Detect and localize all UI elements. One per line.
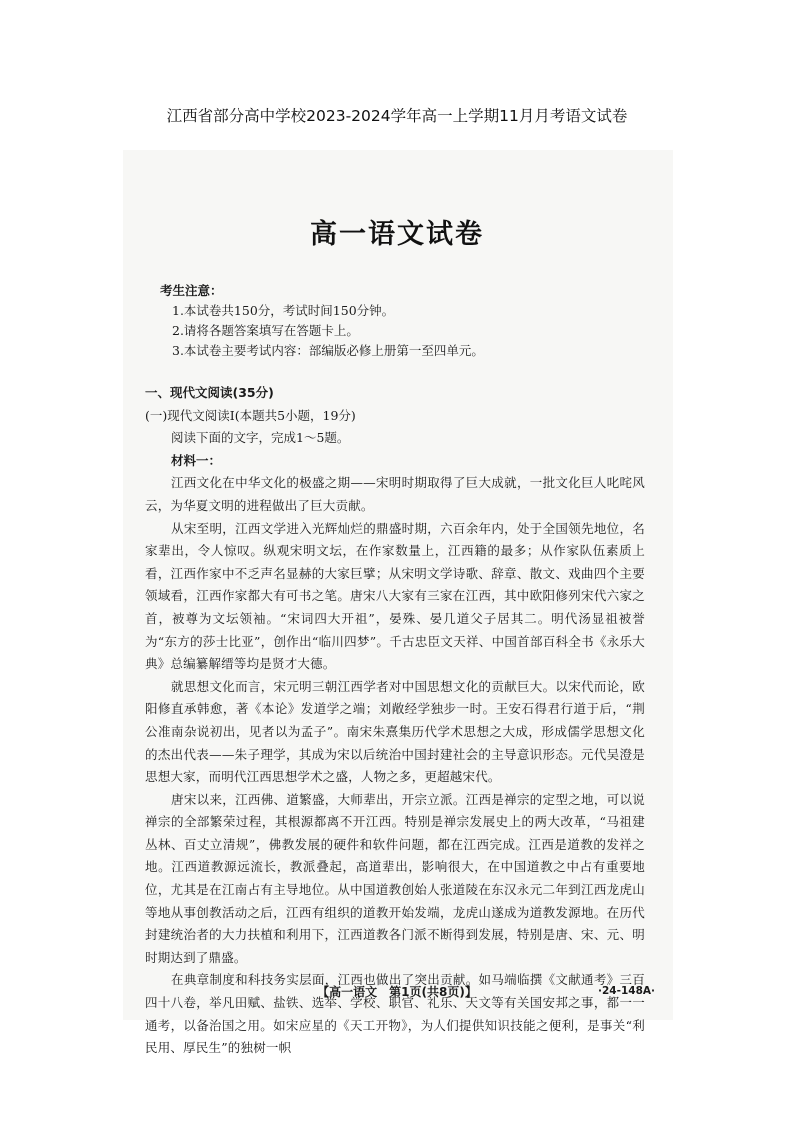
paragraph: 就思想文化而言，宋元明三朝江西学者对中国思想文化的贡献巨大。以宋代而论，欧阳修直承韩愈，著《本论》发道学之端；刘敞经学独步一时。王安石得君行道于后，“荆公准南杂说初出，见者以为孟子”。南宋朱熹集历代学术思想之大成，形成儒学思想文化的杰出代表——朱子理学，其成为宋以后统治中国封建社会的主导意识形态。元代吴澄是思想大家，而明代江西思想学术之盛，人物之多，更超越宋代。 — [145, 678, 645, 785]
notice-heading: 考生注意： — [160, 283, 223, 298]
instruction-text: 阅读下面的文字，完成1～5题。 — [171, 430, 350, 446]
exam-body — [145, 382, 645, 1060]
notice-item: 2.请将各题答案填写在答题卡上。 — [172, 323, 359, 338]
exam-title: 高一语文试卷 — [310, 219, 484, 250]
paragraph: 唐宋以来，江西佛、道繁盛，大师辈出，开宗立派。江西是禅宗的定型之地，可以说禅宗的全部繁荣过程，其根源都离不开江西。特别是禅宗发展史上的两大改革，“马祖建丛林、百丈立清规”，佛教发展的硬件和软件问题，都在江西完成。江西是道教的发祥之地。江西道教源远流长，教派叠起，高道辈出，影响很大，在中国道教之中占有重要地位，尤其是在江南占有主导地位。从中国道教创始人张道陵在东汉永元二年到江西龙虎山等地从事创教活动之后，江西有组织的道教开始发端，龙虎山遂成为道教发源地。在历代封建统治者的大力扶植和利用下，江西道教各门派不断得到发展，特别是唐、宋、元、明时期达到了鼎盛。 — [145, 791, 645, 965]
candidate-notice — [160, 281, 484, 361]
page-footer: 【高一语文 第1页(共8页)】 — [317, 985, 477, 999]
paragraph: 从宋至明，江西文学进入光辉灿烂的鼎盛时期，六百余年内，处于全国领先地位，名家辈出，令人惊叹。纵观宋明文坛，在作家数量上，江西籍的最多；从作家队伍素质上看，江西作家中不乏声名显赫的大家巨擘；从宋明文学诗歌、辞章、散文、戏曲四个主要领域看，江西作家都大有可书之笔。唐宋八大家有三家在江西，其中欧阳修列宋代六家之首，被尊为文坛领袖。“宋词四大开祖”，晏殊、晏几道父子居其二。明代汤显祖被誉为“东方的莎士比亚”，创作出“临川四梦”。千古忠臣文天祥、中国首部百科全书《永乐大典》总编纂解缙等均是贤才大德。 — [145, 520, 645, 672]
material-label: 材料一： — [171, 452, 222, 468]
document-header: 江西省部分高中学校2023-2024学年高一上学期11月月考语文试卷 — [166, 107, 628, 125]
notice-item: 3.本试卷主要考试内容：部编版必修上册第一至四单元。 — [172, 343, 484, 358]
exam-code: ·24-148A· — [598, 985, 655, 997]
paragraph: 在典章制度和科技务实层面，江西也做出了突出贡献。如马端临撰《文献通考》三百四十八卷，举凡田赋、盐铁、选举、学校、职官、礼乐、天文等有关国安邦之事，都一一通考，以备治国之用。如宋应星的《天工开物》，为人们提供知识技能之便利，是事关“利民用、厚民生”的独树一帜 — [145, 972, 645, 1056]
section-heading: 一、现代文阅读(35分) — [145, 385, 274, 400]
subsection-heading: (一)现代文阅读Ⅰ(本题共5小题，19分) — [145, 407, 356, 423]
paragraph: 江西文化在中华文化的极盛之期——宋明时期取得了巨大成就，一批文化巨人叱咤风云，为华夏文明的进程做出了巨大贡献。 — [145, 475, 645, 513]
notice-item: 1.本试卷共150分，考试时间150分钟。 — [172, 303, 395, 318]
